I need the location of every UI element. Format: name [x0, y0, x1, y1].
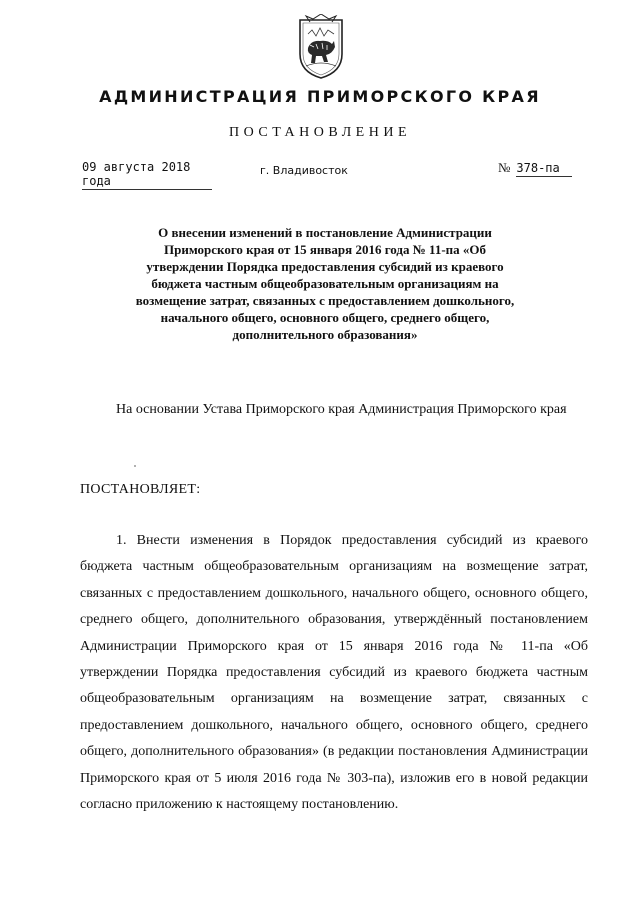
- primorsky-coat-of-arms-icon: [296, 14, 346, 80]
- basis-paragraph: На основании Устава Приморского края Администрация Приморского края: [116, 402, 567, 417]
- organization-name: АДМИНИСТРАЦИЯ ПРИМОРСКОГО КРАЯ: [99, 87, 541, 106]
- document-city: г. Владивосток: [260, 164, 348, 177]
- document-number-value: 378-па: [516, 161, 572, 177]
- scan-speck: [134, 465, 136, 467]
- document-title: О внесении изменений в постановление Администрации Приморского края от 15 января 2016 года № 11-па «Об утверждении Порядка предоставления субсидий из краевого бюджета частным общеобразовательным организациям на возмещение затрат, связанных с предоставлением дошкольного, начального общего, основного общего, среднего общего, дополнительного образования»: [135, 225, 515, 342]
- document-date-value: 09 августа 2018 года: [82, 160, 212, 190]
- number-sign: №: [498, 160, 511, 175]
- document-date: [82, 160, 212, 188]
- document-type: ПОСТАНОВЛЕНИЕ: [228, 125, 412, 140]
- decree-heading: ПОСТАНОВЛЯЕТ:: [80, 482, 201, 497]
- document-number: [498, 160, 598, 182]
- item-1-paragraph: 1. Внести изменения в Порядок предоставления субсидий из краевого бюджета частным общеобразовательным организациям на возмещение затрат, связанных с предоставлением дошкольного, начального общего, основного общего, среднего общего, дополнительного образования, утверждённый постановлением Администрации Приморского края от 15 января 2016 года № 11-па «Об утверждении Порядка предоставления субсидий из краевого бюджета частным общеобразовательным организациям на возмещение затрат, связанных с предоставлением дошкольного, начального общего, основного общего, среднего общего, дополнительного образования» (в редакции постановления Администрации Приморского края от 5 июля 2016 года № 303-па), изложив его в новой редакции согласно приложению к настоящему постановлению.: [80, 533, 588, 813]
